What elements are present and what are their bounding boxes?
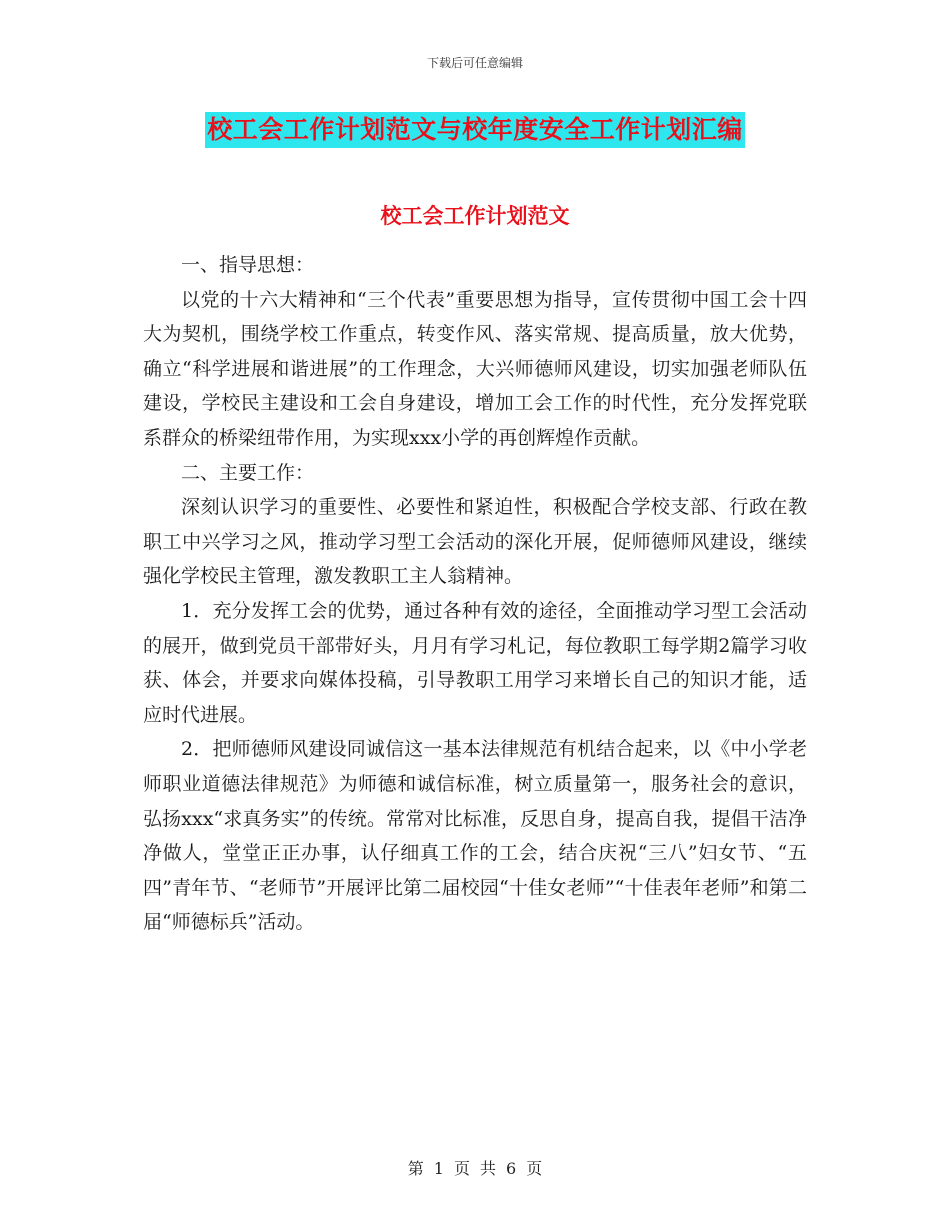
document-body <box>143 248 807 940</box>
footer-page-number: 1 <box>433 1159 444 1178</box>
paragraph-main-work-intro: 深刻认识学习的重要性、必要性和紧迫性，积极配合学校支部、行政在教职工中兴学习之风，推动学习型工会活动的深化开展，促师德师风建设，继续强化学校民主管理，激发教职工主人翁精神。 <box>143 496 807 588</box>
heading-main-work: 二、主要工作： <box>181 461 315 484</box>
footer-prefix: 第 <box>407 1159 424 1178</box>
footer-total-prefix: 共 <box>480 1159 497 1178</box>
document-title-wrapper <box>0 112 950 148</box>
footer-page-unit: 页 <box>453 1159 470 1178</box>
footer-total-unit: 页 <box>526 1159 543 1178</box>
paragraph-item-2: 2．把师德师风建设同诚信这一基本法律规范有机结合起来，以《中小学老师职业道德法律规范》为师德和诚信标准，树立质量第一，服务社会的意识，弘扬xxx“求真务实”的传统。常常对比标准，反思自身，提高自我，提倡干洁净净做人，堂堂正正办事，认仔细真工作的工会，结合庆祝“三八”妇女节、“五四”青年节、“老师节”开展评比第二届校园“十佳女老师”“十佳表年老师”和第二届“师德标兵”活动。 <box>143 738 807 934</box>
section-title: 校工会工作计划范文 <box>380 204 570 228</box>
paragraph-item-1: 1．充分发挥工会的优势，通过各种有效的途径，全面推动学习型工会活动的展开，做到党员干部带好头，月月有学习札记，每位教职工每学期2篇学习收获、体会，并要求向媒体投稿，引导教职工用学习来增长自己的知识才能，适应时代进展。 <box>143 599 807 726</box>
header-note: 下载后可任意编辑 <box>426 56 523 70</box>
page-footer <box>0 1156 950 1179</box>
document-title: 校工会工作计划范文与校年度安全工作计划汇编 <box>205 112 745 148</box>
footer-total-pages: 6 <box>506 1159 517 1178</box>
paragraph-guiding-ideology: 以党的十六大精神和“三个代表”重要思想为指导，宣传贯彻中国工会十四大为契机，围绕学校工作重点，转变作风、落实常规、提高质量，放大优势，确立“科学进展和谐进展”的工作理念，大兴师德师风建设，切实加强老师队伍建设，学校民主建设和工会自身建设，增加工会工作的时代性，充分发挥党联系群众的桥梁纽带作用，为实现xxx小学的再创辉煌作贡献。 <box>143 288 807 449</box>
heading-guiding-ideology: 一、指导思想： <box>181 254 315 276</box>
